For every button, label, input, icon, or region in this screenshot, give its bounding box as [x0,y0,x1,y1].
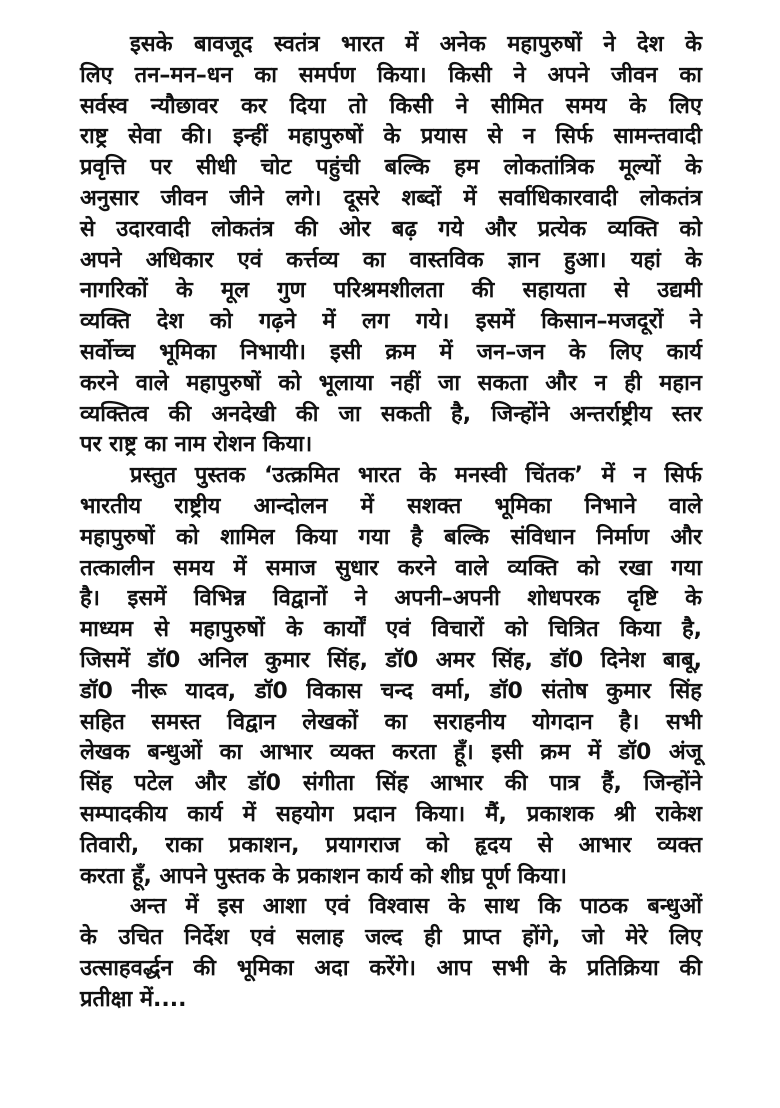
text-line: अनुसार जीवन जीने लगे। दूसरे शब्दों में सर्वाधिकारवादी लोकतंत्र [80,185,702,211]
text-line: अन्त में इस आशा एवं विश्वास के साथ कि पाठक बन्धुओं [130,894,702,920]
text-line: सर्वस्व न्यौछावर कर दिया तो किसी ने सीमित समय के लिए [80,93,702,119]
text-line: लेखक बन्धुओं का आभार व्यक्त करता हूँ। इसी क्रम में डॉ0 अंजू [80,740,702,766]
text-line: प्रस्तुत पुस्तक ‘उत्क्रमित भारत के मनस्वी चिंतक’ में न सिर्फ [130,463,702,489]
text-line: प्रवृत्ति पर सीधी चोट पहुंची बल्कि हम लोकतांत्रिक मूल्यों के [80,155,702,181]
text-line: जिसमें डॉ0 अनिल कुमार सिंह, डॉ0 अमर सिंह, डॉ0 दिनेश बाबू, [80,647,702,673]
text-line: लिए तन–मन–धन का समर्पण किया। किसी ने अपने जीवन का [80,62,702,88]
text-line: भारतीय राष्ट्रीय आन्दोलन में सशक्त भूमिका निभाने वाले [80,493,702,519]
text-line: डॉ0 नीरू यादव, डॉ0 विकास चन्द वर्मा, डॉ0 संतोष कुमार सिंह [80,678,702,704]
text-line: व्यक्तित्व की अनदेखी की जा सकती है, जिन्होंने अन्तर्राष्ट्रीय स्तर [80,401,702,427]
paragraph [80,461,702,892]
text-line: है। इसमें विभिन्न विद्वानों ने अपनी–अपनी शोधपरक दृष्टि के [80,586,702,612]
text-line: इसके बावजूद स्वतंत्र भारत में अनेक महापुरुषों ने देश के [130,32,702,57]
text-line: राष्ट्र सेवा की। इन्हीं महापुरुषों के प्रयास से न सिर्फ सामन्तवादी [80,124,702,150]
text-line: सर्वोच्च भूमिका निभायी। इसी क्रम में जन–जन के लिए कार्य [80,339,702,365]
text-line: सम्पादकीय कार्य में सहयोग प्रदान किया। मैं, प्रकाशक श्री राकेश [80,801,702,827]
paragraph [80,30,702,461]
text-line: माध्यम से महापुरुषों के कार्यों एवं विचारों को चित्रित किया है, [80,617,702,643]
text-line: करने वाले महापुरुषों को भूलाया नहीं जा सकता और न ही महान [80,370,702,396]
text-line: अपने अधिकार एवं कर्त्तव्य का वास्तविक ज्ञान हुआ। यहां के [80,247,702,273]
text-line: करता हूँ, आपने पुस्तक के प्रकाशन कार्य को शीघ्र पूर्ण किया। [80,863,568,889]
text-line: सहित समस्त विद्वान लेखकों का सराहनीय योगदान है। सभी [80,709,702,735]
text-line: तिवारी, राका प्रकाशन, प्रयागराज को हृदय से आभार व्यक्त [80,832,702,858]
text-line: सिंह पटेल और डॉ0 संगीता सिंह आभार की पात्र हैं, जिन्होंने [80,771,702,797]
text-line: व्यक्ति देश को गढ़ने में लग गये। इसमें किसान–मजदूरों ने [80,309,702,335]
text-line: पर राष्ट्र का नाम रोशन किया। [80,432,313,458]
text-line: उत्साहवर्द्धन की भूमिका अदा करेंगे। आप सभी के प्रतिक्रिया की [80,955,702,981]
text-line: प्रतीक्षा में.... [80,986,187,1012]
text-line: के उचित निर्देश एवं सलाह जल्द ही प्राप्त होंगे, जो मेरे लिए [80,925,702,951]
text-line: महापुरुषों को शामिल किया गया है बल्कि संविधान निर्माण और [80,524,702,550]
text-line: तत्कालीन समय में समाज सुधार करने वाले व्यक्ति को रखा गया [80,555,702,581]
document-page [80,30,702,1016]
text-line: नागरिकों के मूल गुण परिश्रमशीलता की सहायता से उद्यमी [80,278,702,304]
text-line: से उदारवादी लोकतंत्र की ओर बढ़ गये और प्रत्येक व्यक्ति को [80,216,702,242]
paragraph [80,892,702,1015]
